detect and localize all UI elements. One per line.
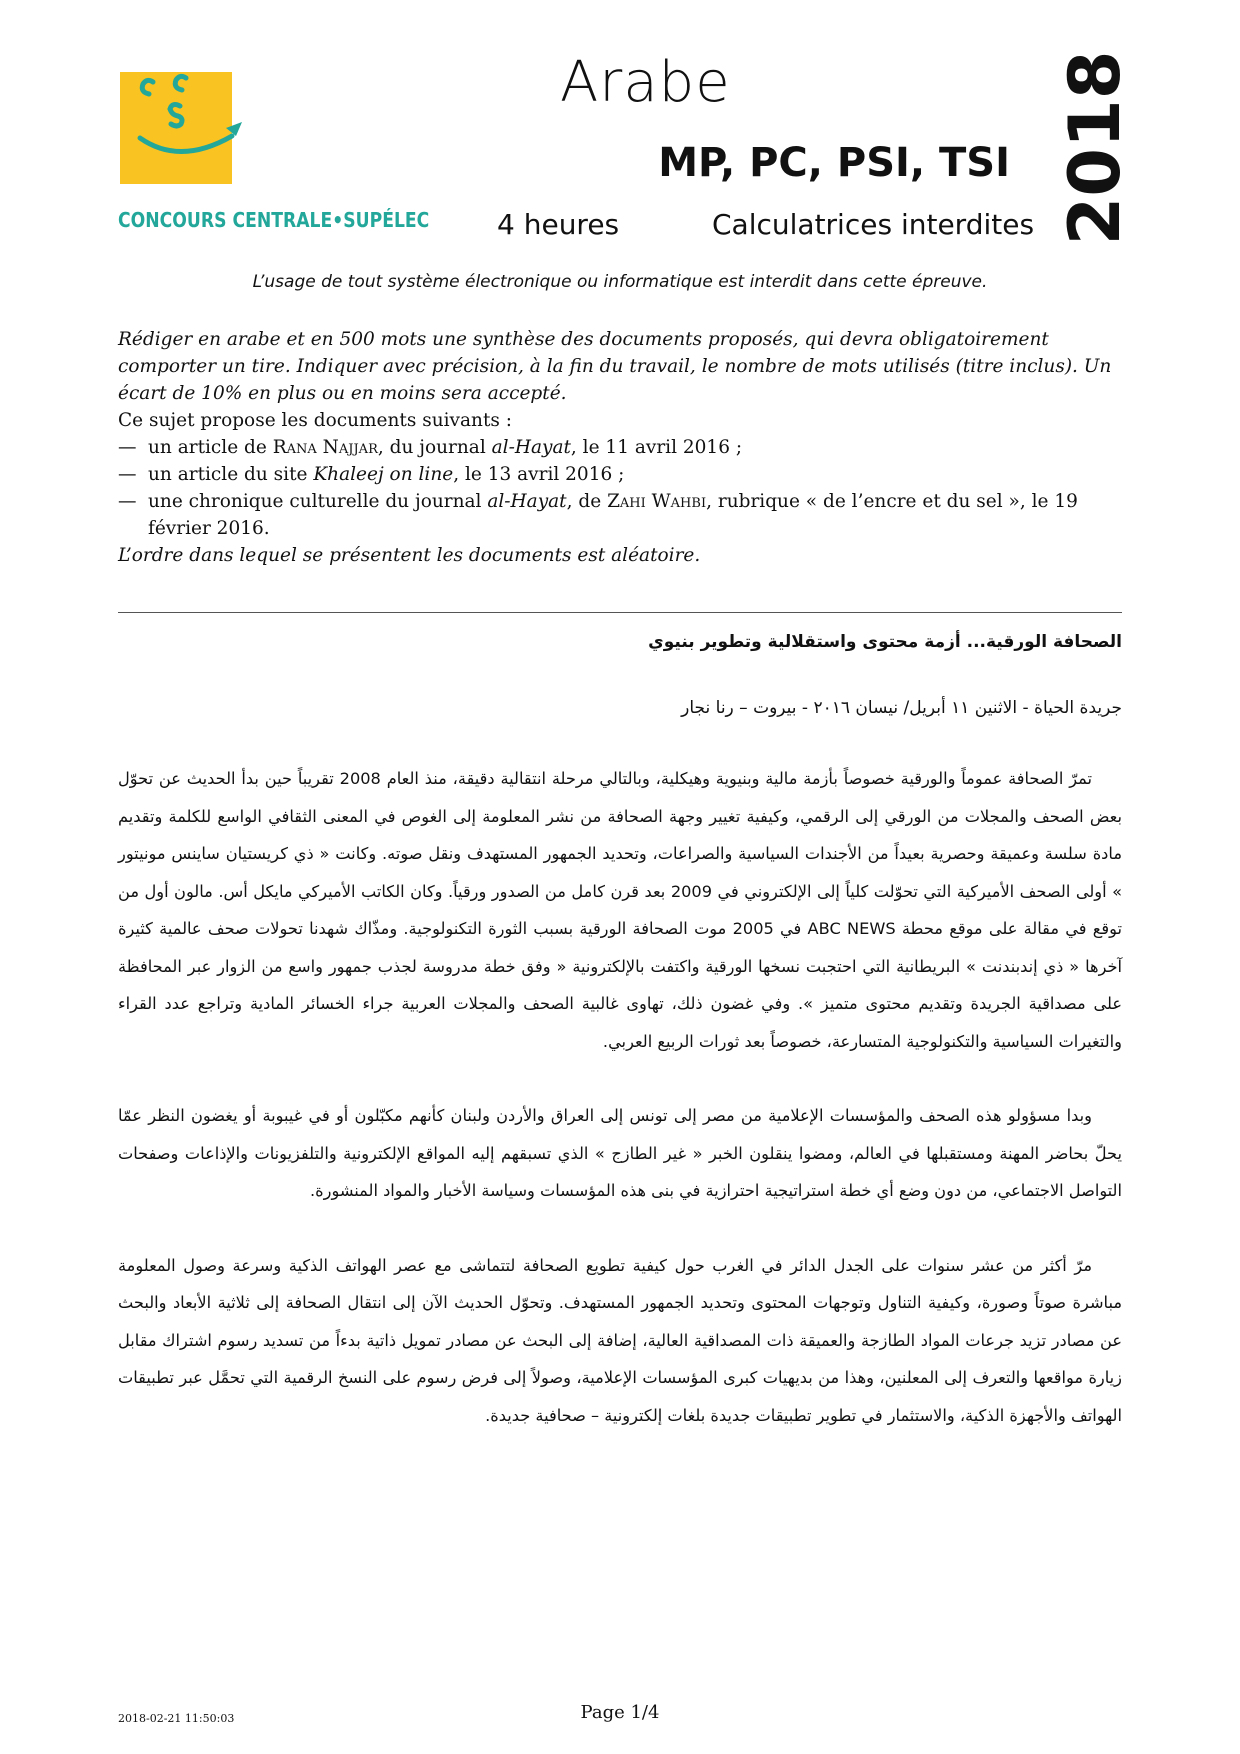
doc-text: , le 13 avril 2016 ; xyxy=(453,464,625,485)
doc-text: une chronique culturelle du journal xyxy=(148,491,488,512)
list-dash: — xyxy=(118,491,137,512)
doc-text: , de xyxy=(566,491,608,512)
doc-text: , rubrique « de l’encre et du sel », le 19 février 2016. xyxy=(148,491,1078,539)
article-title: الصحافة الورقية... أزمة محتوى واستقلالية وتطوير بنيوي xyxy=(648,632,1122,652)
article-body xyxy=(118,760,1122,1471)
list-dash: — xyxy=(118,464,137,485)
exam-year: 2018 xyxy=(1054,50,1136,246)
logo-mark-icon xyxy=(118,60,278,190)
doc-text: , le 11 avril 2016 ; xyxy=(570,437,743,458)
document-item xyxy=(118,461,1122,488)
article-paragraph: تمرّ الصحافة عموماً والورقية خصوصاً بأزمة مالية وبنيوية وهيكلية، وبالتالي مرحلة انتقالية دقيقة، منذ العام 2008 تقريباً حين بدأ الحديث عن تحوّل بعض الصحف والمجلات من الورقي إلى الرقمي، وكيفية تغيير وجهة الصحافة من نشر المعلومة إلى الغوص في المعنى الثقافي الواسع للكلمة وتقديم مادة سلسة وعميقة وحصرية بعيداً من الأجندات السياسية والصراعات، وتحديد الجمهور المستهدف ونقل صوته. وكانت « ذي كريستيان ساينس مونيتور » أولى الصحف الأميركية التي تحوّلت كلياً إلى الإلكتروني في 2009 بعد قرن كامل من الصدور ورقياً. وكان الكاتب الأميركي مايكل أس. مالون أول من توقع في مقالة على موقع محطة ABC NEWS في 2005 موت الصحافة الورقية بسبب الثورة التكنولوجية. ومذّاك شهدنا تحولات صحف عالمية كثيرة آخرها « ذي إندبندنت » البريطانية التي احتجبت نسخها الورقية واكتفت بالإلكترونية « وفق خطة مدروسة لجذب جمهور واسع من الزوار عبر المحافظة على مصداقية الجريدة وتقديم محتوى متميز ». وفي غضون ذلك، تهاوى غالبية الصحف والمجلات العربية جراء الخسائر المادية وتراجع عدد القراء والتغيرات السياسية والتكنولوجية المتسارعة، خصوصاً بعد ثورات الربيع العربي. xyxy=(118,769,1122,1051)
article-paragraph: وبدا مسؤولو هذه الصحف والمؤسسات الإعلامية من مصر إلى تونس إلى العراق والأردن ولبنان كأنهم مكبّلون أو في غيبوبة أو يغضون النظر عمّا يحلّ بحاضر المهنة ومستقبلها في العالم، ومضوا ينقلون الخبر « غير الطازج » الذي تسبقهم إليه المواقع الإلكترونية والتلفزيونات والإذاعات وصفحات التواصل الاجتماعي، من دون وضع أي خطة استراتيجية احترازية في بنى هذه المؤسسات وسياسة الأخبار والمواد المنشورة. xyxy=(118,1106,1122,1200)
electronics-notice: L’usage de tout système électronique ou informatique est interdit dans cette épreuve. xyxy=(252,272,988,292)
doc-source: Khaleej on line xyxy=(313,464,454,485)
directive: Rédiger en arabe et en 500 mots une synthèse des documents proposés, qui devra obligatoirement comporter un tire. Indiquer avec précision, à la fin du travail, le nombre de mots utilisés (titre inclus). Un écart de 10% en plus ou en moins sera accepté. xyxy=(118,329,1112,404)
print-timestamp: 2018-02-21 11:50:03 xyxy=(118,1712,235,1725)
divider xyxy=(118,612,1122,613)
doc-text: un article du site xyxy=(148,464,314,485)
exam-series: MP, PC, PSI, TSI xyxy=(658,140,1010,186)
subject-title: Arabe xyxy=(560,50,731,115)
logo-text: CONCOURS CENTRALE•SUPÉLEC xyxy=(118,208,430,232)
calculator-policy: Calculatrices interdites xyxy=(712,208,1035,241)
article-paragraph: مرّ أكثر من عشر سنوات على الجدل الدائر في الغرب حول كيفية تطويع الصحافة لتتماشى مع عصر الهواتف الذكية وسرعة وصول المعلومة مباشرة صوتاً وصورة، وكيفية التناول وتوجهات المحتوى وتحديد الجمهور المستهدف. وتحوّل الحديث الآن إلى انتقال الصحافة إلى ثلاثية الأبعاد والبحث عن مصادر تزيد جرعات المواد الطازجة والعميقة ذات المصداقية العالية، إضافة إلى البحث عن مصادر تمويل ذاتية بدءاً من تسديد رسوم اشتراك مقابل زيارة مواقعها والتعرف إلى المعلنين، وهذا من بديهيات كبرى المؤسسات الإعلامية، وصولاً إلى فرض رسوم على النسخ الرقمية التي تحمَّل عبر تطبيقات الهواتف والأجهزة الذكية، والاستثمار في تطوير تطبيقات جديدة بلغات إلكترونية – صحافية جديدة. xyxy=(118,1255,1122,1425)
doc-source: al-Hayat xyxy=(491,437,571,458)
doc-author: Rana Najjar xyxy=(272,437,378,458)
documents-intro: Ce sujet propose les documents suivants : xyxy=(118,410,512,431)
doc-author: Zahi Wahbi xyxy=(607,491,707,512)
document-item xyxy=(118,488,1122,542)
article-source: جريدة الحياة - الاثنين ١١ أبريل/ نيسان ٢٠١٦ - بيروت – رنا نجار xyxy=(681,698,1122,718)
page-number: Page 1/4 xyxy=(580,1702,660,1723)
instructions-block xyxy=(118,326,1122,569)
order-note: L’ordre dans lequel se présentent les documents est aléatoire. xyxy=(118,545,701,566)
exam-duration: 4 heures xyxy=(497,208,620,241)
doc-text: , du journal xyxy=(377,437,492,458)
document-item xyxy=(118,434,1122,461)
year-block xyxy=(1050,50,1140,246)
list-dash: — xyxy=(118,437,137,458)
doc-text: un article de xyxy=(148,437,273,458)
doc-source: al-Hayat xyxy=(487,491,567,512)
